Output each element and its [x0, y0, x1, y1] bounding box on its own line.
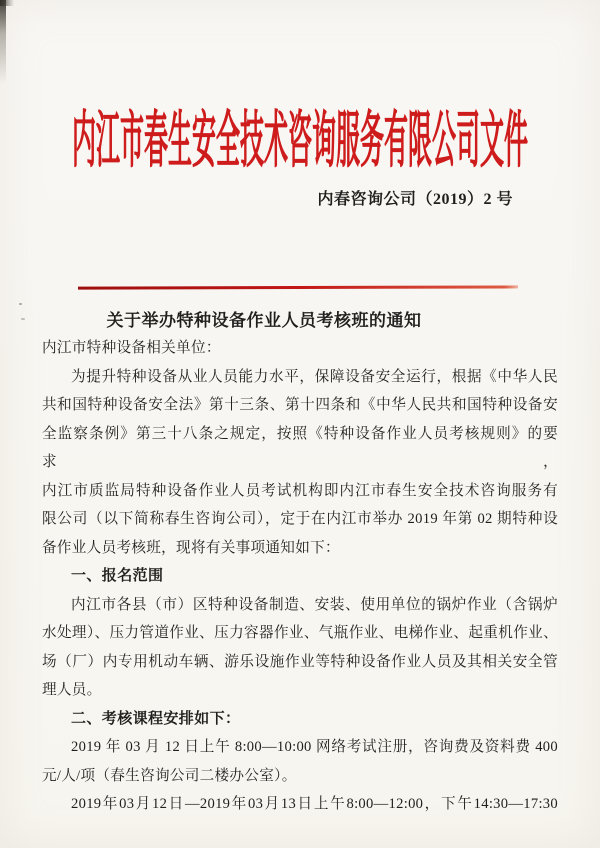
scan-artifact — [0, 0, 6, 84]
org-title-row — [0, 0, 600, 177]
body-line: 2019年03月12日—2019年03月13日上午8:00—12:00，下午14:30—17:30 — [71, 796, 558, 812]
body-line: 内江市质监局特种设备作业人员考试机构即内江市春生安全技术咨询服务有 — [42, 482, 558, 499]
body-line: 水处理）、压力管道作业、压力容器作业、气瓶作业、电梯作业、起重机作业、 — [42, 625, 558, 641]
body-line: 内江市各县（市）区特种设备制造、安装、使用单位的锅炉作业（含锅炉 — [71, 596, 558, 613]
body-line: 一、报名范围 — [71, 567, 164, 584]
body-line: 共和国特种设备安全法》第十三条、第十四条和《中华人民共和国特种设备安 — [42, 397, 558, 413]
body-line: 元/人/项（春生咨询公司二楼办公室）。 — [42, 767, 297, 784]
org-title: 内江市春生安全技术咨询服务有限公司文件 — [72, 109, 528, 177]
body-line: 2019 年 03 月 12 日上午 8:00—10:00 网络考试注册，咨询费及资料费 400 — [71, 739, 558, 755]
notice-title: 关于举办特种设备作业人员考核班的通知 — [106, 311, 422, 330]
doc-number: 内春咨询公司（2019）2 号 — [317, 191, 513, 208]
doc-number-row — [0, 190, 600, 209]
document-body — [0, 334, 600, 819]
body-line: 二、考核课程安排如下： — [71, 709, 241, 727]
body-line: 理人员。 — [42, 682, 102, 698]
scan-artifact — [0, 0, 14, 6]
body-line: 场（厂）内专用机动车辆、游乐设施作业等特种设备作业人员及其相关安全管 — [42, 653, 558, 670]
body-line: 全监察条例》第三十八条之规定，按照《特种设备作业人员考核规则》的要求， — [42, 425, 558, 470]
body-line: 限公司（以下简称春生咨询公司），定于在内江市举办 2019 年第 02 期特种设 — [42, 511, 558, 527]
document-letterhead — [0, 0, 600, 289]
body-line: 为提升特种设备从业人员能力水平，保障设备安全运行，根据《中华人民 — [71, 368, 558, 385]
red-divider-line — [78, 285, 518, 289]
body-line: 内江市特种设备相关单位： — [42, 340, 221, 356]
body-line: 备作业人员考核班，现将有关事项通知如下： — [42, 539, 340, 556]
scan-artifact — [19, 303, 22, 305]
